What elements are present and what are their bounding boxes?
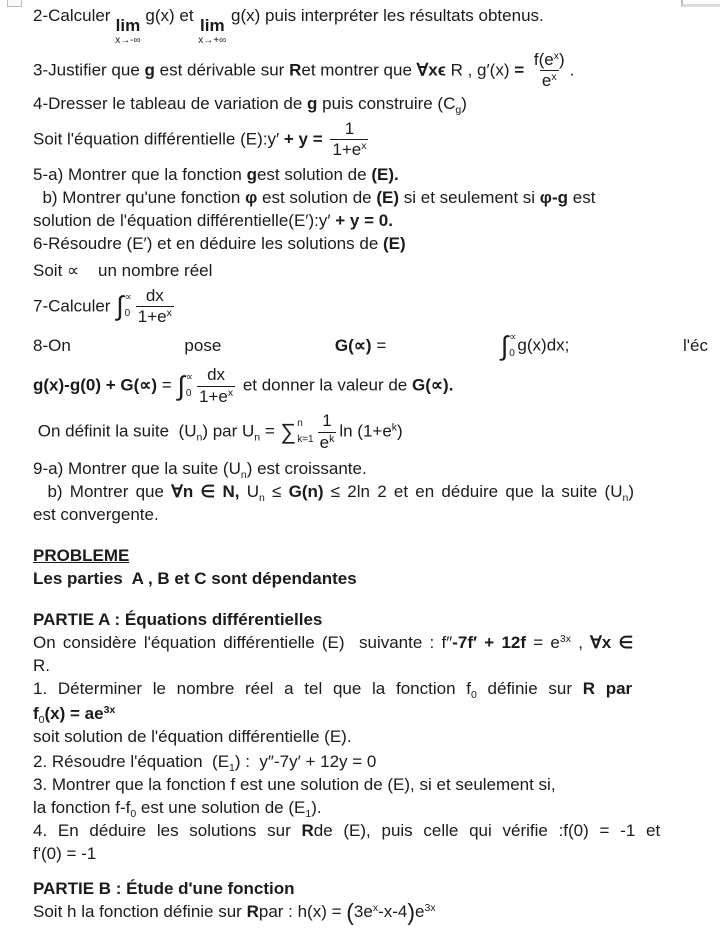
line-q5b-part1: b) Montrer qu'une fonction φ est solution de (E) si et seulement si φ-g est <box>33 187 596 207</box>
line-partiea-intro2: R. <box>33 655 50 675</box>
line-q2-limits: 2-Calculer lim x→-∞ g(x) et lim x→+∞ g(x) puis interpréter les résultats obtenus. <box>33 6 544 46</box>
line-q5b-part2: solution de l'équation différentielle(E′):y′ + y = 0. <box>33 210 393 230</box>
line-partiea-q4-part2: f'(0) = -1 <box>33 843 97 863</box>
line-partieb-intro: Soit h la fonction définie sur Rpar : $h(x) = (3e^x-x-4)e^{3x}$ <box>33 898 436 925</box>
partie-b-heading: PARTIE B : Étude d'une fonction <box>33 878 295 898</box>
line-q9b-part1: b) Montrer que ∀n ∈ N, $U_n \le G(n) \le 2\ln$ 2 et en déduire que la suite $(U_n)$ <box>33 481 634 504</box>
line-q5a: 5-a) Montrer que la fonction gest solution de (E). <box>33 164 399 184</box>
line-partiea-q3-part1: 3. Montrer que la fonction f est une solution de (E), si et seulement si, <box>33 774 556 794</box>
line-partiea-q3-part2: la fonction $f-f_0$ est une solution de $(E_1)$. <box>33 797 322 820</box>
line-q9b-part2: est convergente. <box>33 504 159 524</box>
line-partiea-q2: 2. Résoudre l'équation $(E_1)$ : y″-7y′ + 12y = 0 <box>33 751 377 774</box>
line-partiea-q4-part1: 4. En déduire les solutions sur Rde (E), puis celle qui vérifie :f(0) = -1 et <box>33 820 661 840</box>
line-q3-derivative: 3-Justifier que g est dérivable sur Ret montrer que ∀xϵ R , g′(x) = $\frac{f(e^x)}{e^x}$ . <box>33 50 575 91</box>
line-alpha-reel: Soit ∝ un nombre réel <box>33 260 213 280</box>
line-q8-pose: 8-On pose G(∝) = ∫ ∝ 0 g(x)dx; l'éc <box>33 330 708 361</box>
cropped-box-top-left <box>7 0 22 7</box>
line-partiea-q1: 1. Déterminer le nombre réel a tel que la fonction $f_0$ définie sur R par <box>33 678 633 701</box>
line-suite-definition: On définit la suite $(U_n)$ par $U_n$ = ∑ n k=1 $\frac{1}{e^k}$ $\ln (1+e^k)$ <box>33 411 403 452</box>
line-equation-E: Soit l'équation différentielle (E):y′ + y = $\frac{1}{1+e^x}$ <box>33 118 367 160</box>
line-q7-integral: 7-Calculer ∫ ∝ 0 $\frac{dx}{1+e^x}$ <box>33 285 172 326</box>
line-partiea-q1-suite: soit solution de l'équation différentielle (E). <box>33 726 352 746</box>
line-q8-equation: g(x)-g(0) + G(∝) = ∫ ∝ 0 $\frac{dx}{1+e^x}$ et donner la valeur de G(∝). <box>33 365 454 406</box>
partie-a-heading: PARTIE A : Équations différentielles <box>33 609 323 629</box>
line-q6-resoudre: 6-Résoudre (E′) et en déduire les solutions de (E) <box>33 233 406 253</box>
line-q4-variation-table: 4-Dresser le tableau de variation de g puis construire $(C_g)$ <box>33 93 467 116</box>
line-partiea-intro1: On considère l'équation différentielle (E) suivante : $f''-7f' + 12f = e^{3x}$ , ∀x ∈ <box>33 632 634 652</box>
cropped-box-top-right <box>681 0 720 7</box>
parties-dependantes: Les parties A , B et C sont dépendantes <box>33 568 357 588</box>
line-partiea-q1-formula: $f_0(x) = ae^{3x}$ <box>33 703 116 726</box>
probleme-heading: PROBLEME <box>33 545 130 565</box>
line-q9a: 9-a) Montrer que la suite $(U_n)$ est croissante. <box>33 458 367 481</box>
